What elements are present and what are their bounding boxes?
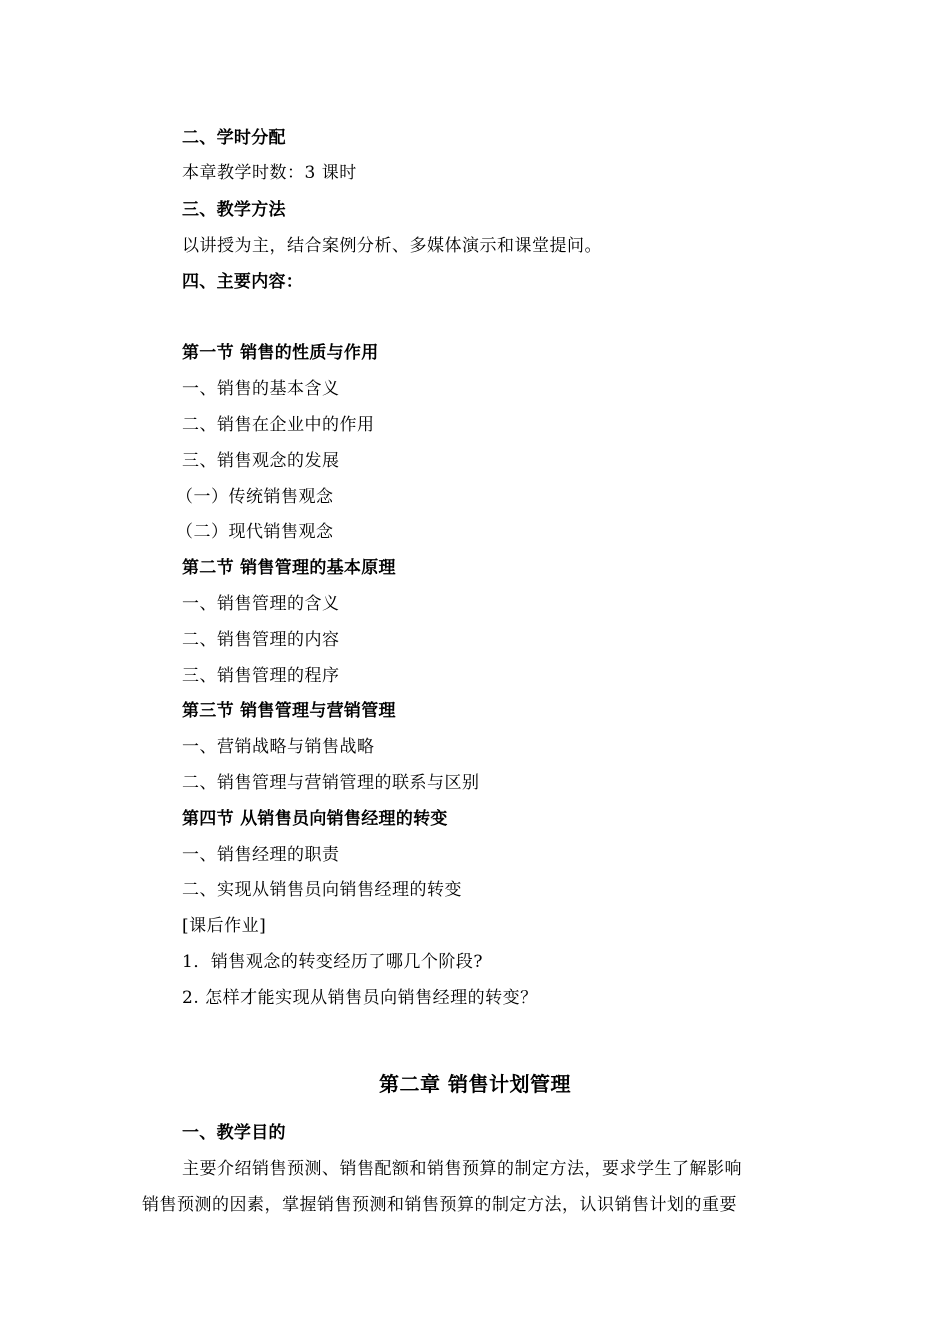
part4-item-1: 一、销售经理的职责	[182, 845, 340, 865]
part1-item-2: 二、销售在企业中的作用	[182, 415, 375, 435]
chapter-title: 第二章 销售计划管理	[379, 1072, 571, 1096]
homework-item-1: 1．销售观念的转变经历了哪几个阶段?	[182, 952, 483, 972]
objective-heading: 一、教学目的	[182, 1123, 286, 1143]
section-hours-heading: 二、学时分配	[182, 128, 286, 148]
part3-item-1: 一、营销战略与销售战略	[182, 737, 375, 757]
section-content-heading: 四、主要内容：	[182, 272, 304, 292]
part1-item-5: （二）现代销售观念	[176, 522, 334, 542]
objective-paragraph-line-1: 主要介绍销售预测、销售配额和销售预算的制定方法，要求学生了解影响	[182, 1159, 742, 1179]
part2-item-3: 三、销售管理的程序	[182, 666, 340, 686]
section-method-text: 以讲授为主，结合案例分析、多媒体演示和课堂提问。	[182, 236, 602, 256]
part2-heading: 第二节 销售管理的基本原理	[182, 558, 396, 578]
part4-heading: 第四节 从销售员向销售经理的转变	[182, 809, 448, 829]
homework-heading: [课后作业]	[182, 916, 267, 936]
objective-paragraph-line-2: 销售预测的因素，掌握销售预测和销售预算的制定方法，认识销售计划的重要	[142, 1195, 737, 1215]
part1-item-1: 一、销售的基本含义	[182, 379, 340, 399]
part1-item-3: 三、销售观念的发展	[182, 451, 340, 471]
part1-item-4: （一）传统销售观念	[176, 487, 334, 507]
part3-heading: 第三节 销售管理与营销管理	[182, 701, 396, 721]
part2-item-2: 二、销售管理的内容	[182, 630, 340, 650]
part1-heading: 第一节 销售的性质与作用	[182, 343, 379, 363]
part4-item-2: 二、实现从销售员向销售经理的转变	[182, 880, 462, 900]
part3-item-2: 二、销售管理与营销管理的联系与区别	[182, 773, 480, 793]
part2-item-1: 一、销售管理的含义	[182, 594, 340, 614]
homework-item-2: 2. 怎样才能实现从销售员向销售经理的转变？	[182, 988, 538, 1008]
section-hours-text: 本章教学时数：3 课时	[182, 163, 357, 183]
section-method-heading: 三、教学方法	[182, 200, 286, 220]
